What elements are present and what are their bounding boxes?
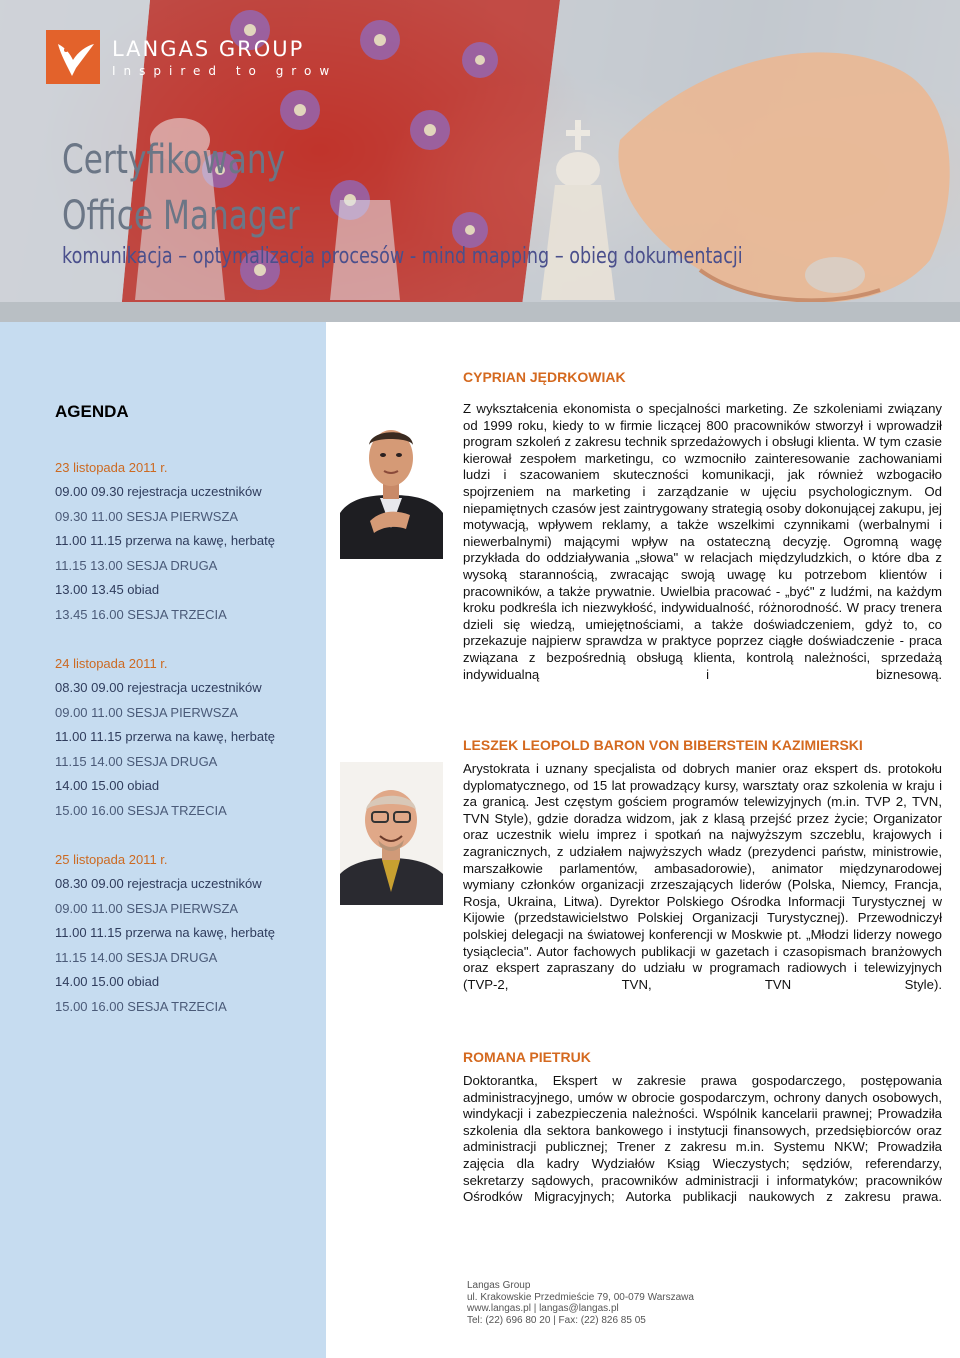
agenda-row: 11.00 11.15 przerwa na kawę, herbatę: [55, 729, 275, 744]
agenda-day-3: [55, 848, 325, 1019]
agenda-day-date: 25 listopada 2011 r.: [55, 852, 168, 867]
agenda-row: 11.00 11.15 przerwa na kawę, herbatę: [55, 533, 275, 548]
logo-name: LANGAS GROUP: [112, 36, 305, 61]
trainer-bio-romana: [463, 1049, 942, 1222]
agenda-day-date: 24 listopada 2011 r.: [55, 656, 168, 671]
trainer-bio-cyprian: [463, 369, 942, 700]
agenda-row: 08.30 09.00 rejestracja uczestników: [55, 876, 262, 891]
header-bottom-strip: [0, 302, 960, 322]
trainer-bio-leszek: [463, 737, 942, 1010]
title-line-1: Certyfikowany: [62, 137, 286, 183]
agenda-row: 09.00 11.00 SESJA PIERWSZA: [55, 704, 239, 720]
page-title: [62, 132, 367, 244]
agenda-row: 11.15 14.00 SESJA DRUGA: [55, 753, 218, 769]
agenda-row: 08.30 09.00 rejestracja uczestników: [55, 680, 262, 695]
trainer-name: ROMANA PIETRUK: [463, 1049, 591, 1065]
agenda-heading: AGENDA: [55, 402, 129, 421]
agenda-row: 09.30 11.00 SESJA PIERWSZA: [55, 508, 239, 524]
page-subtitle: komunikacja – optymalizacja procesów - mind mapping – obieg dokumentacji: [62, 244, 743, 269]
agenda-row: 11.15 13.00 SESJA DRUGA: [55, 557, 218, 573]
footer-phone: Tel: (22) 696 80 20 | Fax: (22) 826 85 05: [467, 1314, 646, 1326]
agenda-row: 15.00 16.00 SESJA TRZECIA: [55, 802, 227, 818]
agenda-day-2: [55, 652, 325, 823]
contact-footer: [467, 1280, 694, 1326]
footer-address: ul. Krakowskie Przedmieście 79, 00-079 Warszawa: [467, 1291, 694, 1303]
agenda-row: 09.00 09.30 rejestracja uczestników: [55, 484, 262, 499]
agenda-row: 11.00 11.15 przerwa na kawę, herbatę: [55, 925, 275, 940]
company-logo: [46, 30, 337, 84]
trainer-description: Arystokrata i uznany specjalista od dobrych manier oraz ekspert ds. protokołu dyplomatycznego, od 15 lat prowadzący kursy, warsztaty oraz szkolenia w kraju i za granicą. Jest częstym gościem programów telewizyjnych (m.in. TVP 2, TVN, TVN Style), gdzie doradza widzom, jak z klasą przejść przez życie; Organizator oraz uczestnik wielu imprez i spotkań na najwyższym szczeblu, krajowych i zagranicznych, z udziałem najwyższych władz (prezydenci państw, ministrowie, marszałkowie parlamentów, ambasadorowie), animator międzynarodowej wymiany członków organizacji zrzeszających liderów (Polska, Niemcy, Francja, Rosja, Ukraina, Litwa). Dyrektor Polskiego Ośrodka Informacji Turystycznej w Kijowie (przedstawicielstwo Polskiej Organizacji Turystycznej). Przewodniczył polskiej delegacji na światowej konferencji w Moskwie pt. „Młodzi liderzy nowego tysiąclecia". Autor fachowych publikacji w gazetach i czasopismach branżowych oraz ekspert zapraszany do udziału w programach radiowych i telewizyjnych (TVP-2, TVN, TVN Style).: [463, 761, 942, 992]
footer-web[interactable]: www.langas.pl | langas@langas.pl: [467, 1303, 619, 1314]
agenda-row: 13.00 13.45 obiad: [55, 582, 160, 597]
trainer-photo-cyprian: [340, 403, 443, 559]
footer-company: Langas Group: [467, 1280, 531, 1291]
agenda-row: 09.00 11.00 SESJA PIERWSZA: [55, 900, 239, 916]
trainer-name: LESZEK LEOPOLD BARON VON BIBERSTEIN KAZIMIERSKI: [463, 737, 863, 753]
agenda-row: 15.00 16.00 SESJA TRZECIA: [55, 998, 227, 1014]
trainer-description: Z wykształcenia ekonomista o specjalności marketing. Ze szkoleniami związany od 1999 roku, kiedy to w firmie liczącej 800 pracowników stworzył i wprowadził program szkoleń z zakresu technik sprzedażowych i obsługi klienta. W tym czasie kierował zespołem marketingu, co wzmocniło zainteresowanie zachowaniami ludzi i szacowaniem skuteczności komunikacji, jak również wzbogaciło spojrzeniem na marketing i zarządzanie w ujęciu psychologicznym. Od niepamiętnych czasów jest zaintrygowany strategią osoby dokonującej zakupu, jej motywacją, wpływem reklamy, a także wszelkimi czynnikami (werbalnymi i niewerbalnymi) mającymi wpływ na ostateczną decyzję. Ogromną wagę przykłada do oddziaływania „słowa" w relacjach międzyludzkich, o które dba z wysoką starannością, zwracając swoją uwagę ku potrzebom klientów i pracowników, a także prywatnie. Uwielbia pracować - „być" z ludźmi, na każdym kroku podkreśla ich niezwykłość, indywidualność, różnorodność. W pracy trenera dzieli się wiedzą, umiejętnościami, a także doświadczeniem, gdyż to, co przekazuje najpierw sprawdza w praktyce poprzez ciągłe doświadczenie - praca związana z bezpośrednią obsługą klienta, kontrolą należności, sprzedażą indywidualną i biznesową.: [463, 401, 942, 682]
agenda-day-date: 23 listopada 2011 r.: [55, 460, 168, 475]
logo-bird-icon: [46, 30, 100, 84]
agenda-row: 13.45 16.00 SESJA TRZECIA: [55, 606, 227, 622]
agenda-row: 11.15 14.00 SESJA DRUGA: [55, 949, 218, 965]
agenda-row: 14.00 15.00 obiad: [55, 974, 160, 989]
agenda-panel: [0, 322, 326, 1358]
trainer-photo-leszek: [340, 762, 443, 905]
agenda-day-1: [55, 456, 325, 627]
agenda-row: 14.00 15.00 obiad: [55, 778, 160, 793]
trainer-name: CYPRIAN JĘDRKOWIAK: [463, 369, 626, 385]
trainer-description: Doktorantka, Ekspert w zakresie prawa gospodarczego, postępowania administracyjnego, umów w obrocie gospodarczym, ochrony danych osobowych, windykacji i zabezpieczenia należności. Wspólnik kancelarii prawnej; Prowadziła szkolenia dla sektora bankowego i instytucji finansowych, przedsiębiorców oraz administracji publicznej; Trener z zakresu m.in. Systemu NKW; Prowadziła zajęcia dla kadry Wydziałów Ksiąg Wieczystych; sędziów, referendarzy, sekretarzy sądowych, pracowników administracji i informatyków; pracowników Ośrodków Migracyjnych; Autorka publikacji naukowych z zakresu prawa.: [463, 1073, 942, 1205]
logo-tagline: Inspired to grow: [112, 63, 338, 78]
header-banner: [0, 0, 960, 322]
title-line-2: Office Manager: [62, 193, 300, 239]
